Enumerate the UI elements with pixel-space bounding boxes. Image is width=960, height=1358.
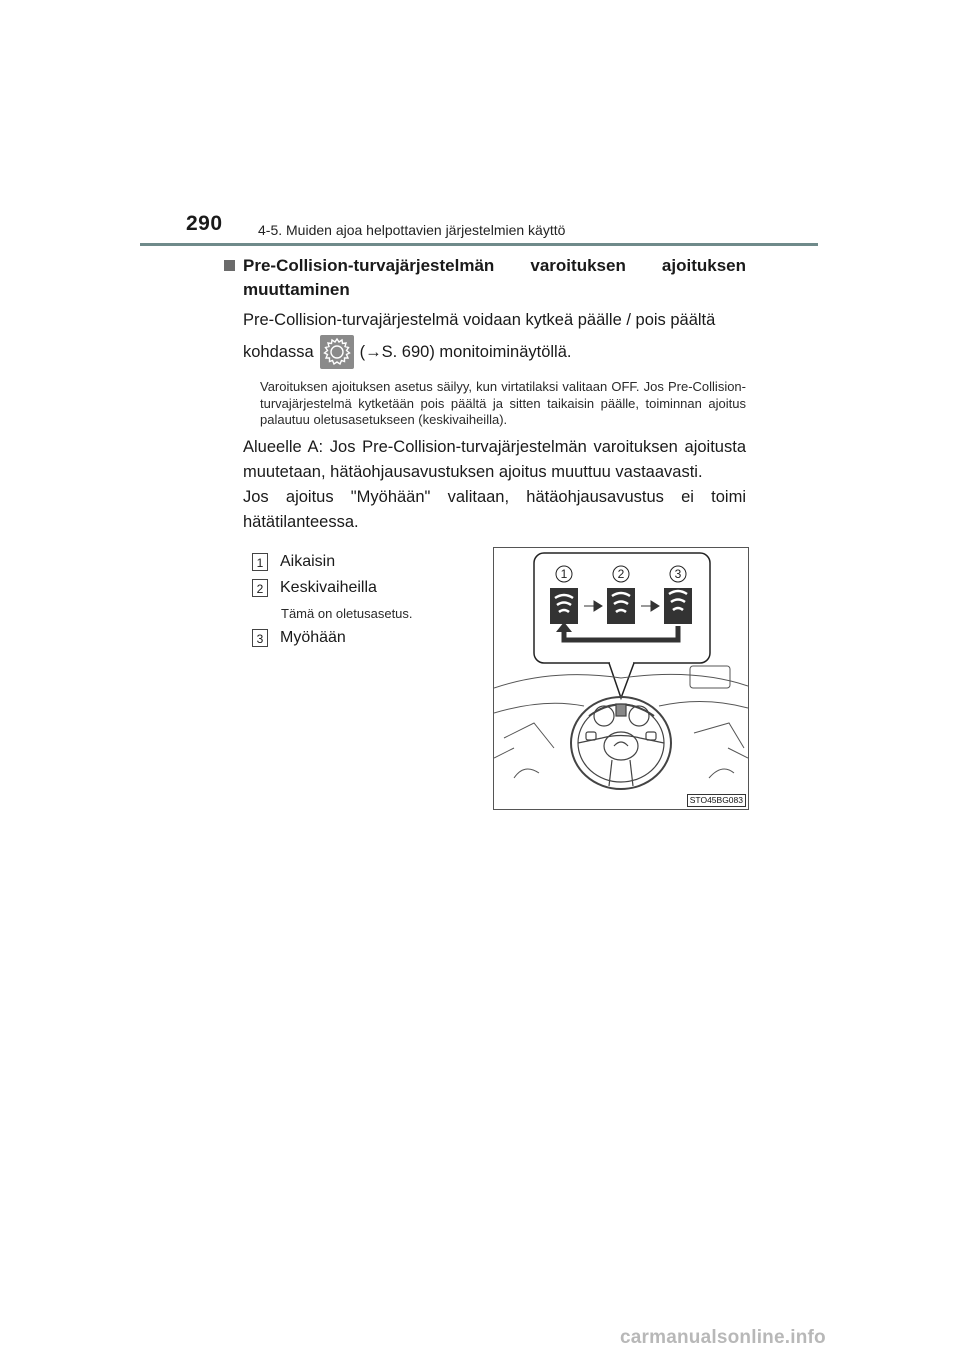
paragraph-1-before-icon: kohdassa bbox=[243, 342, 314, 361]
paragraph-2: Alueelle A: Jos Pre-Collision-turvajärjestelmän varoituksen ajoitusta muutetaan, hätäohjausavustuksen ajoitus muuttuu vastaavasti. bbox=[243, 437, 746, 481]
heading-text: Pre-Collision-turvajärjestelmän varoituksen ajoituksen muuttaminen bbox=[243, 256, 746, 299]
list-item bbox=[252, 550, 482, 574]
dashboard-illustration-svg bbox=[494, 548, 748, 809]
list-item-label: Aikaisin bbox=[280, 553, 336, 570]
number-badge: 2 bbox=[252, 579, 268, 597]
paragraph-3: Jos ajoitus "Myöhään" valitaan, hätäohjausavustus ei toimi hätätilanteessa. bbox=[243, 487, 746, 531]
list-item-label: Keskivaiheilla bbox=[280, 579, 377, 596]
warning-indicator-2 bbox=[607, 588, 635, 624]
watermark: carmanualsonline.info bbox=[620, 1327, 826, 1348]
paragraph-1-after-icon: (→S. 690) monitoiminäytöllä. bbox=[359, 342, 572, 361]
figure-label-1: 1 bbox=[560, 567, 568, 581]
number-badge: 1 bbox=[252, 553, 268, 571]
settings-gear-icon bbox=[320, 335, 354, 369]
list-item bbox=[252, 576, 482, 600]
list-item-label: Myöhään bbox=[280, 629, 346, 646]
multi-info-display bbox=[616, 704, 626, 716]
dashboard-illustration bbox=[493, 547, 749, 810]
header-rule bbox=[140, 243, 818, 246]
paragraph-1-line-2 bbox=[243, 335, 746, 369]
paragraph-1-line-1: Pre-Collision-turvajärjestelmä voidaan kytkeä päälle / pois päältä bbox=[243, 311, 716, 329]
section-title: 4-5. Muiden ajoa helpottavien järjestelmien käyttö bbox=[258, 222, 566, 238]
steering-wheel bbox=[571, 697, 671, 789]
list-item bbox=[252, 626, 482, 650]
figure-label-2: 2 bbox=[617, 567, 625, 581]
number-badge: 3 bbox=[252, 629, 268, 647]
square-bullet-icon bbox=[224, 260, 235, 271]
warning-indicator-3 bbox=[664, 588, 692, 624]
main-content bbox=[224, 254, 746, 535]
page-number: 290 bbox=[186, 212, 223, 235]
figure-label-3: 3 bbox=[674, 567, 682, 581]
list-item-note: Tämä on oletusasetus. bbox=[281, 606, 413, 621]
figure-code: STO45BG083 bbox=[687, 794, 746, 807]
timing-options-list bbox=[252, 550, 482, 652]
section-heading bbox=[224, 254, 746, 302]
note-text: Varoituksen ajoituksen asetus säilyy, kun virtatilaksi valitaan OFF. Jos Pre-Collision-turvajärjestelmä kytketään pois päältä ja sitten taikaisin päälle, toiminnan ajoitus palautuu oletusasetukseen (keskivaiheilla). bbox=[260, 379, 746, 427]
warning-indicator-1 bbox=[550, 588, 578, 624]
